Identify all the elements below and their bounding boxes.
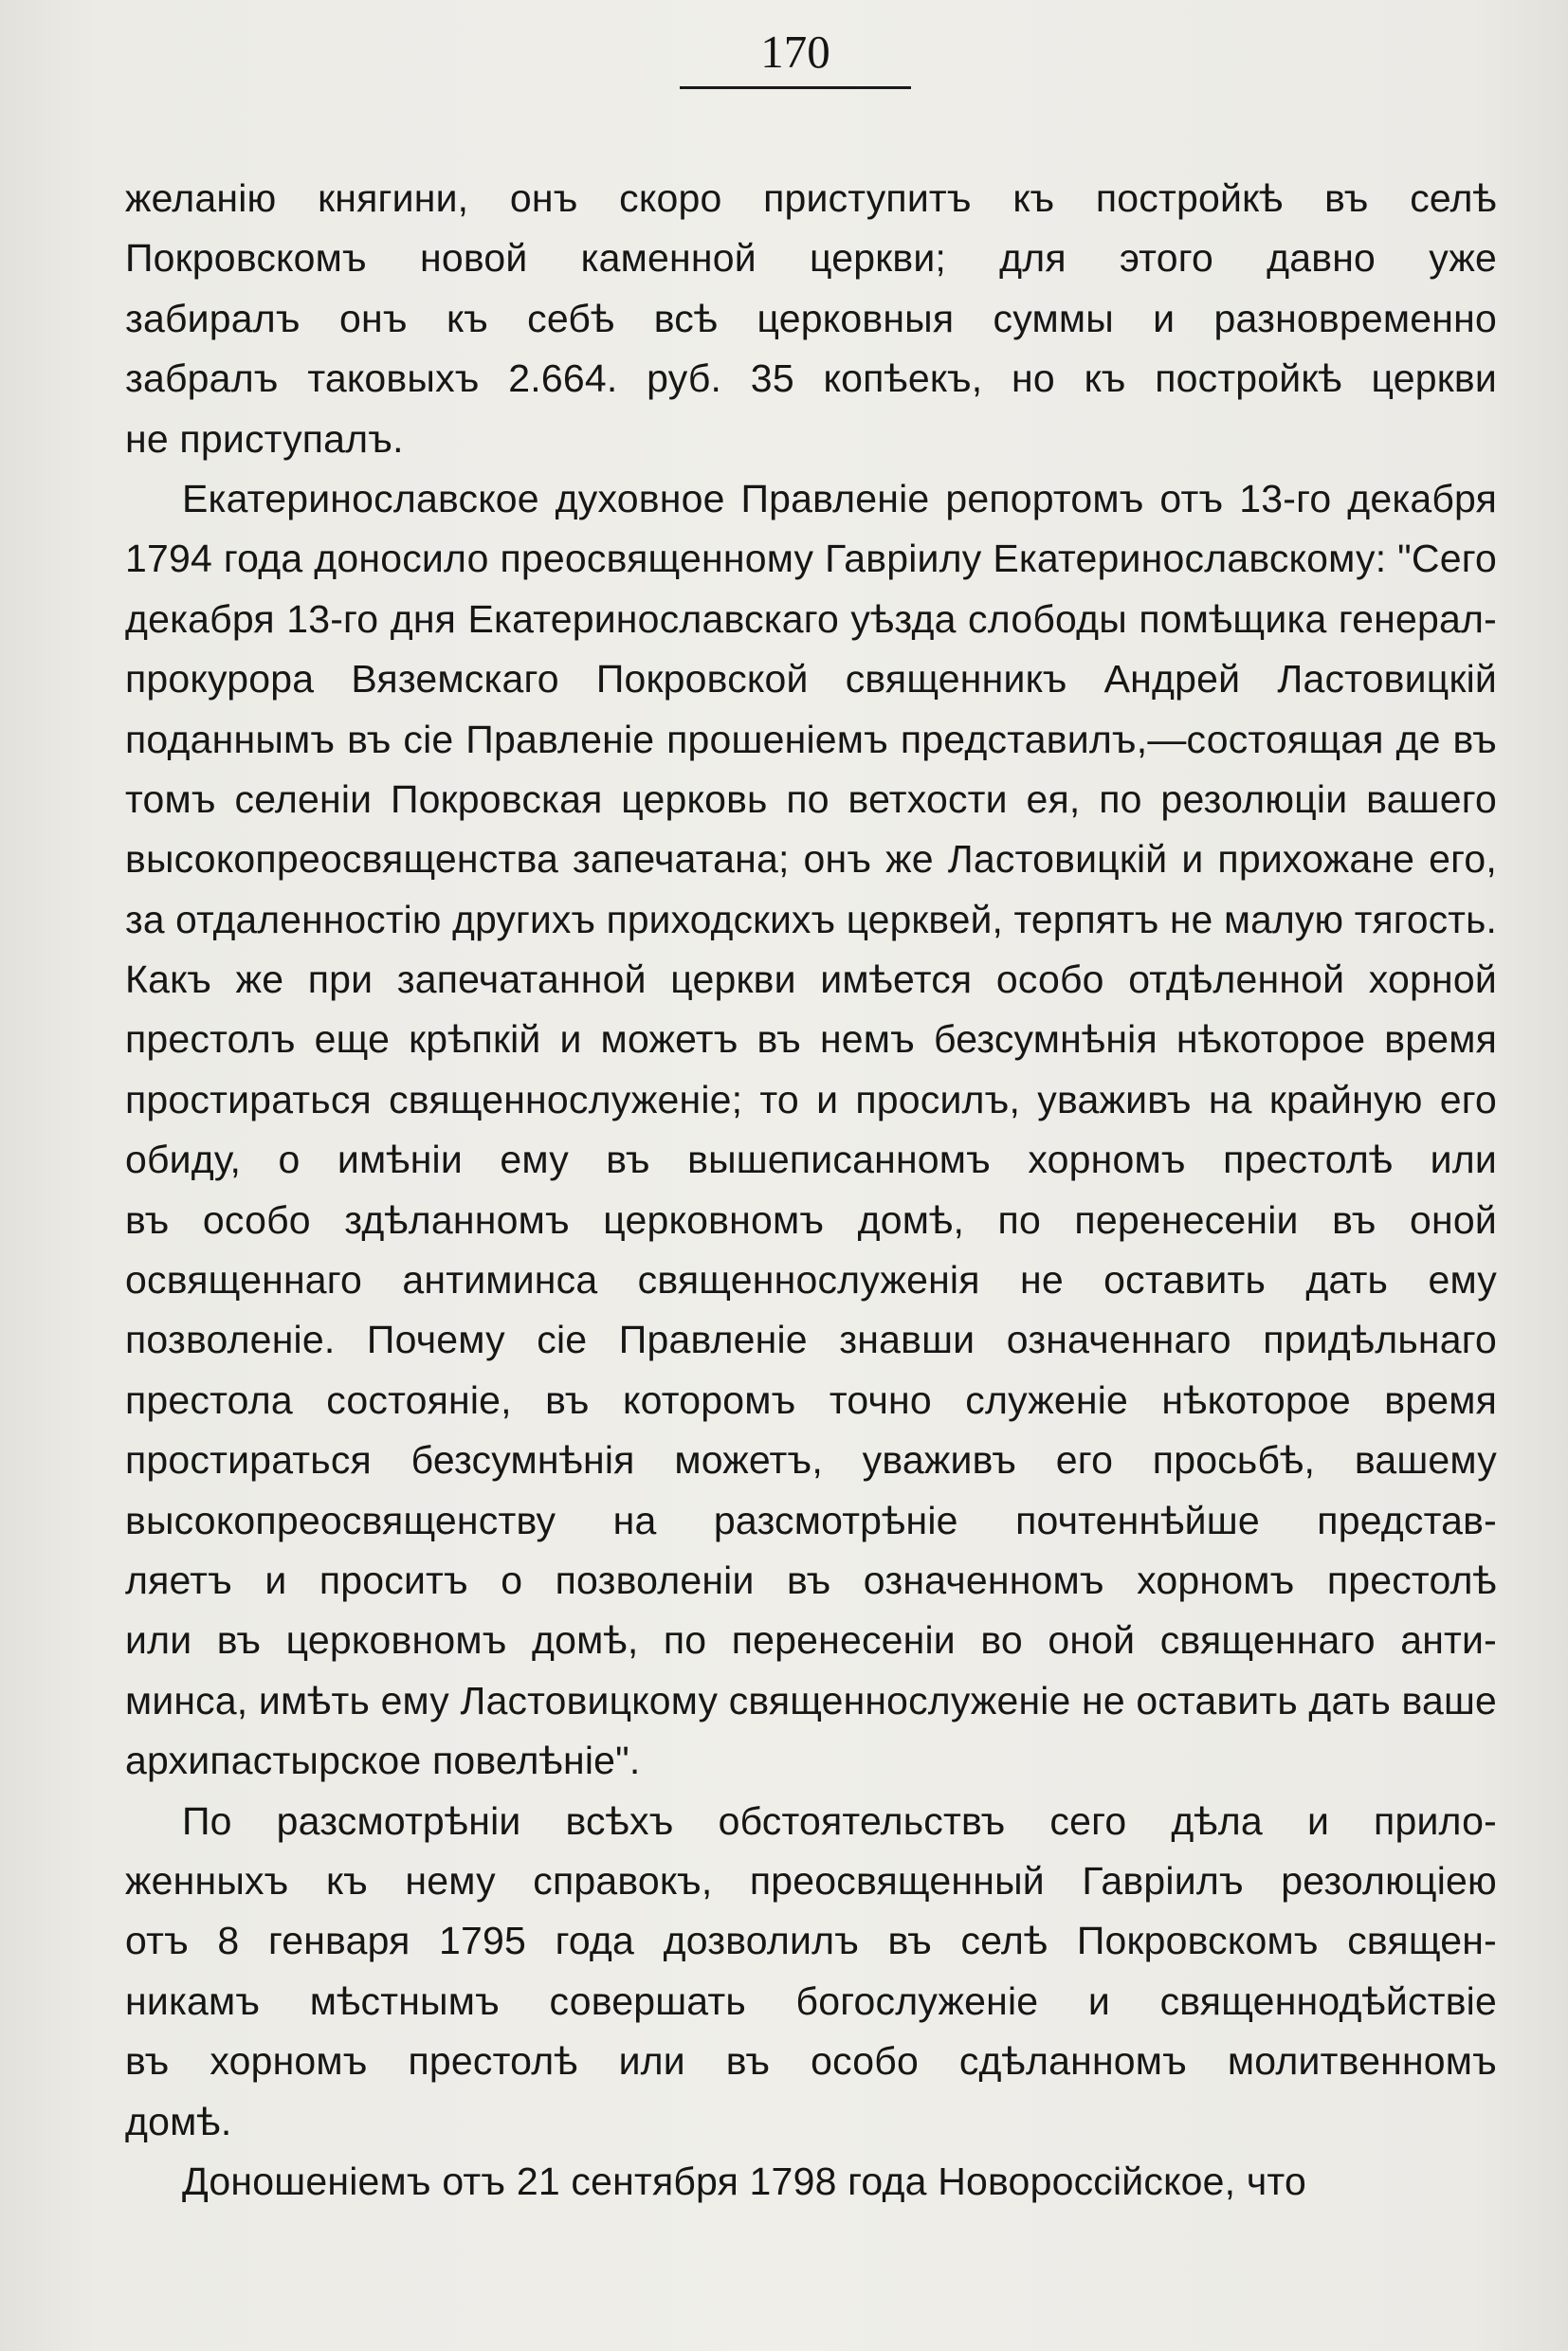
text-line: 1794 года доносило преосвященному Гавріилу Екатеринославскому: "Сего <box>125 537 1497 581</box>
text-line: или въ церковномъ домѣ, по перенесеніи во оной священнаго анти- <box>125 1618 1497 1663</box>
text-line: По разсмотрѣніи всѣхъ обстоятельствъ сего дѣла и прило- <box>182 1798 1497 1843</box>
text-line: не приступалъ. <box>125 416 404 461</box>
text-line: отъ 8 генваря 1795 года дозволилъ въ селѣ Покровскомъ священ- <box>125 1919 1497 1963</box>
text-line: женныхъ къ нему справокъ, преосвященный Гавріилъ резолюціею <box>125 1858 1497 1903</box>
text-line: освященнаго антиминса священнослуженія не оставить дать ему <box>125 1258 1497 1303</box>
text-line: архипастырское повелѣніе". <box>125 1739 641 1783</box>
text-line: въ особо здѣланномъ церковномъ домѣ, по перенесеніи въ оной <box>125 1197 1497 1242</box>
text-line: простираться безсумнѣнія можетъ, уваживъ его просьбѣ, вашему <box>125 1438 1497 1483</box>
text-line: Покровскомъ новой каменной церкви; для этого давно уже <box>125 236 1497 281</box>
text-line: томъ селеніи Покровская церковь по ветхости ея, по резолюціи вашего <box>125 776 1497 821</box>
text-line: поданнымъ въ сіе Правленіе прошеніемъ представилъ,—состоящая де въ <box>125 717 1497 761</box>
text-line: прокурора Вяземскаго Покровской священникъ Андрей Ластовицкій <box>125 657 1497 702</box>
body-text <box>125 169 1497 2212</box>
text-line: Какъ же при запечатанной церкви имѣется особо отдѣленной хорной <box>125 957 1497 1002</box>
text-line: въ хорномъ престолѣ или въ особо сдѣланномъ молитвенномъ <box>125 2039 1497 2084</box>
text-line: домѣ. <box>125 2099 232 2143</box>
text-line: минса, имѣть ему Ластовицкому священнослуженіе не оставить дать ваше <box>125 1678 1497 1722</box>
page-number: 170 <box>760 26 830 78</box>
text-line: забиралъ онъ къ себѣ всѣ церковныя суммы и разновременно <box>125 296 1497 340</box>
text-line: престола состояніе, въ которомъ точно служеніе нѣкоторое время <box>125 1377 1497 1422</box>
text-line: забралъ таковыхъ 2.664. руб. 35 копѣекъ, но къ постройкѣ церкви <box>125 356 1497 401</box>
text-line: ляетъ и проситъ о позволеніи въ означенномъ хорномъ престолѣ <box>125 1558 1497 1602</box>
text-line: декабря 13-го дня Екатеринославскаго уѣзда слободы помѣщика генерал- <box>125 596 1497 641</box>
text-line: позволеніе. Почему сіе Правленіе знавши означеннаго придѣльнаго <box>125 1318 1497 1362</box>
page-number-underline <box>680 86 911 89</box>
text-line: высокопреосвященству на разсмотрѣніе почтеннѣйше представ- <box>125 1498 1497 1542</box>
text-line: желанію княгини, онъ скоро приступитъ къ постройкѣ въ селѣ <box>125 176 1497 220</box>
text-line: высокопреосвященства запечатана; онъ же Ластовицкій и прихожане его, <box>125 837 1497 882</box>
text-line: Доношеніемъ отъ 21 сентября 1798 года Новороссійское, что <box>182 2159 1306 2203</box>
text-line: престолъ еще крѣпкій и можетъ въ немъ безсумнѣнія нѣкоторое время <box>125 1017 1497 1062</box>
text-line: никамъ мѣстнымъ совершать богослуженіе и священнодѣйствіе <box>125 1978 1497 2023</box>
text-line: простираться священнослуженіе; то и просилъ, уваживъ на крайную его <box>125 1077 1497 1121</box>
text-line: Екатеринославское духовное Правленіе репортомъ отъ 13-го декабря <box>182 476 1497 520</box>
text-line: за отдаленностію другихъ приходскихъ церквей, терпятъ не малую тягость. <box>125 897 1498 941</box>
page-header <box>680 21 911 91</box>
text-line: обиду, о имѣніи ему въ вышеписанномъ хорномъ престолѣ или <box>125 1138 1497 1182</box>
